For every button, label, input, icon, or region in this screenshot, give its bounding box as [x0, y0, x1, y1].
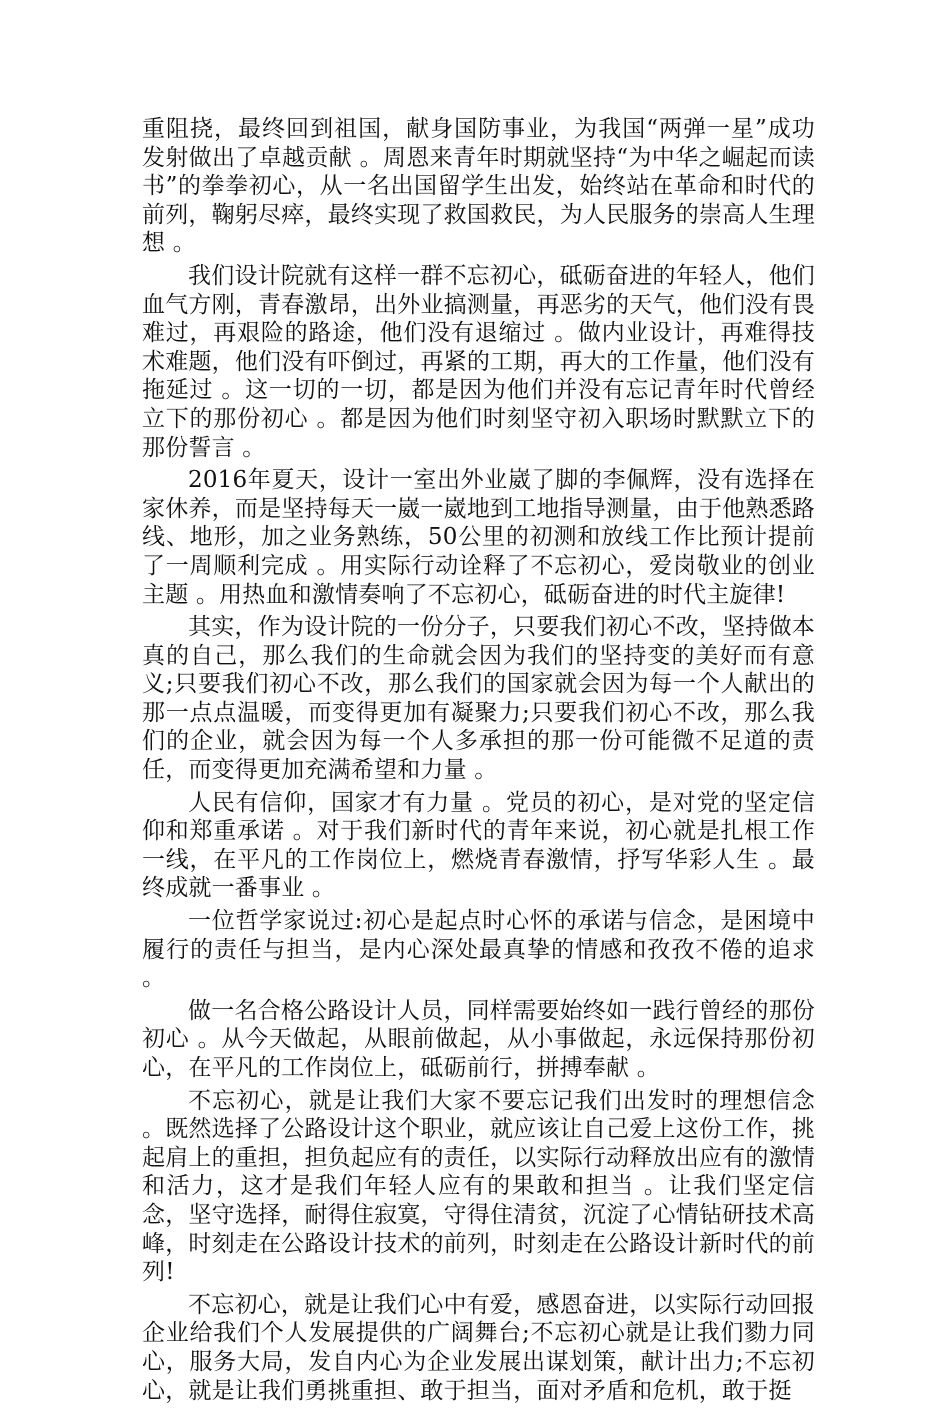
- paragraph-8: 不忘初心，就是让我们大家不要忘记我们出发时的理想信念 。既然选择了公路设计这个职业，就应该让自己爱上这份工作，挑起肩上的重担，担负起应有的责任，以实际行动释放出应有的激情和活力，这才是我们年轻人应有的果敢和担当 。让我们坚定信念，坚守选择，耐得住寂寞，守得住清贫，沉淀了心情钻研技术高峰，时刻走在公路设计技术的前列，时刻走在公路设计新时代的前列!: [142, 1087, 815, 1286]
- paragraph-9: 不忘初心，就是让我们心中有爱，感恩奋进，以实际行动回报企业给我们个人发展提供的广阔舞台;不忘初心就是让我们勠力同心，服务大局，发自内心为企业发展出谋划策，献计出力;不忘初心，就是让我们勇挑重担、敢于担当，面对矛盾和危机，敢于挺: [142, 1291, 815, 1404]
- paragraph-6: 一位哲学家说过:初心是起点时心怀的承诺与信念，是困境中履行的责任与担当，是内心深处最真挚的情感和孜孜不倦的追求 。: [142, 908, 815, 992]
- paragraph-7: 做一名合格公路设计人员，同样需要始终如一践行曾经的那份初心 。从今天做起，从眼前做起，从小事做起，永远保持那份初心，在平凡的工作岗位上，砥砺前行，拼搏奉献 。: [142, 997, 815, 1081]
- paragraph-1: 重阻挠，最终回到祖国，献身国防事业，为我国“两弹一星”成功发射做出了卓越贡献 。周恩来青年时期就坚持“为中华之崛起而读书”的拳拳初心，从一名出国留学生出发，始终站在革命和时代的前列，鞠躬尽瘁，最终实现了救国救民，为人民服务的崇高人生理想 。: [142, 116, 815, 257]
- paragraph-3: 2016年夏天，设计一室出外业崴了脚的李佩辉，没有选择在家休养，而是坚持每天一崴一崴地到工地指导测量，由于他熟悉路线、地形，加之业务熟练，50公里的初测和放线工作比预计提前了一周顺利完成 。用实际行动诠释了不忘初心，爱岗敬业的创业主题 。用热血和激情奏响了不忘初心，砥砺奋进的时代主旋律!: [142, 467, 815, 608]
- paragraph-4: 其实，作为设计院的一份分子，只要我们初心不改，坚持做本真的自己，那么我们的生命就会因为我们的坚持变的美好而有意义;只要我们初心不改，那么我们的国家就会因为每一个人献出的那一点点温暖，而变得更加有凝聚力;只要我们初心不改，那么我们的企业，就会因为每一个人多承担的那一份可能微不足道的责任，而变得更加充满希望和力量 。: [142, 614, 815, 784]
- paragraph-2: 我们设计院就有这样一群不忘初心，砥砺奋进的年轻人，他们血气方刚，青春激昂，出外业搞测量，再恶劣的天气，他们没有畏难过，再艰险的路途，他们没有退缩过 。做内业设计，再难得技术难题，他们没有吓倒过，再紧的工期，再大的工作量，他们没有拖延过 。这一切的一切，都是因为他们并没有忘记青年时代曾经立下的那份初心 。都是因为他们时刻坚守初入职场时默默立下的那份誓言 。: [142, 262, 815, 461]
- document-body: [142, 115, 815, 1409]
- paragraph-5: 人民有信仰，国家才有力量 。党员的初心，是对党的坚定信仰和郑重承诺 。对于我们新时代的青年来说，初心就是扎根工作一线，在平凡的工作岗位上，燃烧青春激情，抒写华彩人生 。最终成就一番事业 。: [142, 789, 815, 902]
